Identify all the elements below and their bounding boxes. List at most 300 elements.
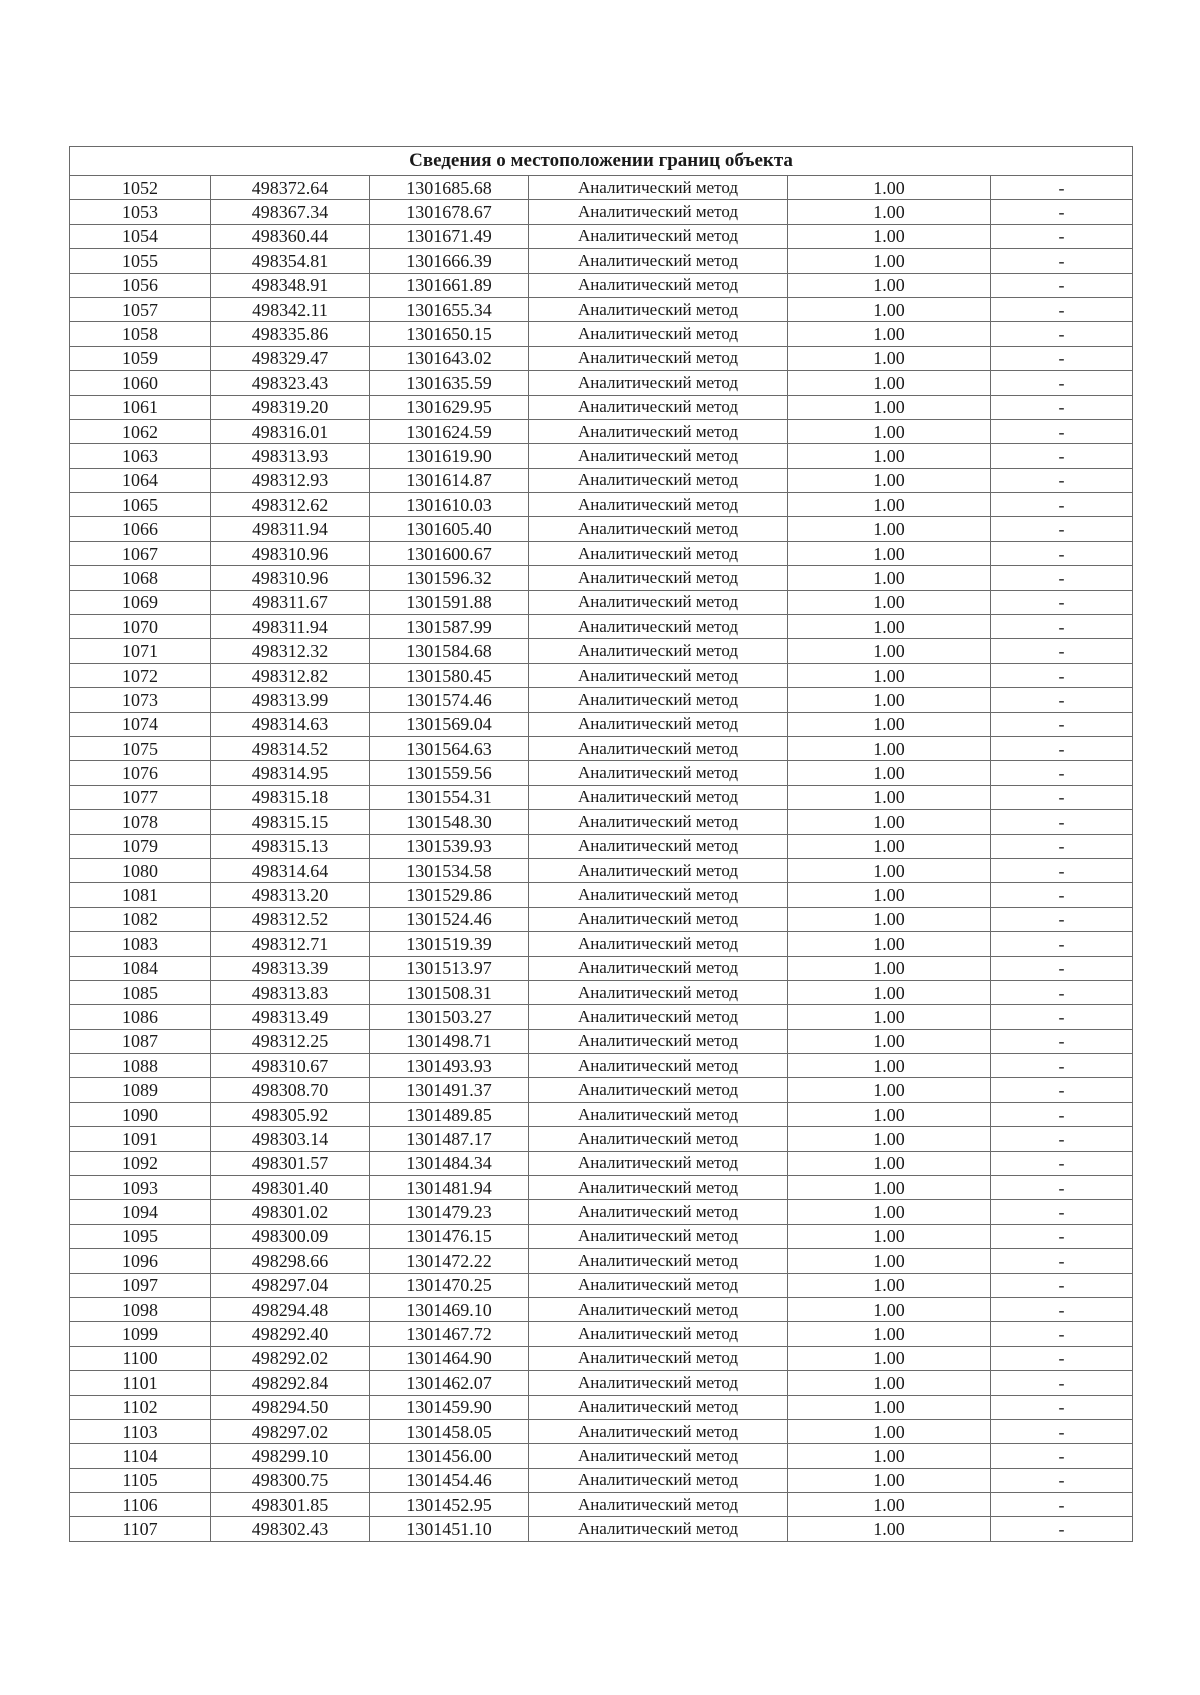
point-number-cell: 1102 (70, 1395, 211, 1419)
table-row (70, 785, 1133, 809)
table-row (70, 249, 1133, 273)
description-cell: - (991, 1054, 1133, 1078)
table-row (70, 1444, 1133, 1468)
method-cell: Аналитический метод (529, 1200, 788, 1224)
table-row (70, 1054, 1133, 1078)
point-number-cell: 1082 (70, 907, 211, 931)
x-coordinate-cell: 498329.47 (211, 346, 370, 370)
method-cell: Аналитический метод (529, 712, 788, 736)
method-cell: Аналитический метод (529, 493, 788, 517)
accuracy-cell: 1.00 (788, 615, 991, 639)
method-cell: Аналитический метод (529, 932, 788, 956)
accuracy-cell: 1.00 (788, 688, 991, 712)
point-number-cell: 1100 (70, 1346, 211, 1370)
table-row (70, 810, 1133, 834)
x-coordinate-cell: 498310.67 (211, 1054, 370, 1078)
x-coordinate-cell: 498297.04 (211, 1273, 370, 1297)
table-row (70, 615, 1133, 639)
accuracy-cell: 1.00 (788, 1078, 991, 1102)
x-coordinate-cell: 498313.20 (211, 883, 370, 907)
accuracy-cell: 1.00 (788, 1493, 991, 1517)
point-number-cell: 1084 (70, 956, 211, 980)
x-coordinate-cell: 498360.44 (211, 224, 370, 248)
point-number-cell: 1052 (70, 176, 211, 200)
accuracy-cell: 1.00 (788, 566, 991, 590)
y-coordinate-cell: 1301614.87 (370, 468, 529, 492)
x-coordinate-cell: 498311.94 (211, 517, 370, 541)
method-cell: Аналитический метод (529, 834, 788, 858)
y-coordinate-cell: 1301458.05 (370, 1419, 529, 1443)
method-cell: Аналитический метод (529, 1029, 788, 1053)
description-cell: - (991, 322, 1133, 346)
description-cell: - (991, 761, 1133, 785)
table-row (70, 566, 1133, 590)
accuracy-cell: 1.00 (788, 761, 991, 785)
accuracy-cell: 1.00 (788, 1273, 991, 1297)
table-row (70, 834, 1133, 858)
point-number-cell: 1058 (70, 322, 211, 346)
description-cell: - (991, 346, 1133, 370)
description-cell: - (991, 1468, 1133, 1492)
description-cell: - (991, 1102, 1133, 1126)
table-title-row (70, 147, 1133, 176)
accuracy-cell: 1.00 (788, 858, 991, 882)
x-coordinate-cell: 498298.66 (211, 1249, 370, 1273)
description-cell: - (991, 200, 1133, 224)
description-cell: - (991, 615, 1133, 639)
point-number-cell: 1096 (70, 1249, 211, 1273)
y-coordinate-cell: 1301464.90 (370, 1346, 529, 1370)
accuracy-cell: 1.00 (788, 1176, 991, 1200)
table-row (70, 517, 1133, 541)
method-cell: Аналитический метод (529, 736, 788, 760)
y-coordinate-cell: 1301629.95 (370, 395, 529, 419)
accuracy-cell: 1.00 (788, 493, 991, 517)
description-cell: - (991, 1297, 1133, 1321)
method-cell: Аналитический метод (529, 1517, 788, 1541)
y-coordinate-cell: 1301524.46 (370, 907, 529, 931)
table-row (70, 176, 1133, 200)
x-coordinate-cell: 498301.02 (211, 1200, 370, 1224)
method-cell: Аналитический метод (529, 688, 788, 712)
point-number-cell: 1072 (70, 663, 211, 687)
y-coordinate-cell: 1301591.88 (370, 590, 529, 614)
x-coordinate-cell: 498372.64 (211, 176, 370, 200)
table-row (70, 639, 1133, 663)
method-cell: Аналитический метод (529, 224, 788, 248)
accuracy-cell: 1.00 (788, 712, 991, 736)
method-cell: Аналитический метод (529, 956, 788, 980)
table-row (70, 297, 1133, 321)
x-coordinate-cell: 498305.92 (211, 1102, 370, 1126)
x-coordinate-cell: 498312.82 (211, 663, 370, 687)
x-coordinate-cell: 498314.52 (211, 736, 370, 760)
point-number-cell: 1069 (70, 590, 211, 614)
accuracy-cell: 1.00 (788, 1395, 991, 1419)
table-row (70, 1468, 1133, 1492)
point-number-cell: 1065 (70, 493, 211, 517)
description-cell: - (991, 1517, 1133, 1541)
description-cell: - (991, 493, 1133, 517)
point-number-cell: 1055 (70, 249, 211, 273)
method-cell: Аналитический метод (529, 590, 788, 614)
point-number-cell: 1101 (70, 1371, 211, 1395)
table-row (70, 1249, 1133, 1273)
y-coordinate-cell: 1301564.63 (370, 736, 529, 760)
x-coordinate-cell: 498312.71 (211, 932, 370, 956)
accuracy-cell: 1.00 (788, 249, 991, 273)
accuracy-cell: 1.00 (788, 541, 991, 565)
y-coordinate-cell: 1301650.15 (370, 322, 529, 346)
table-row (70, 1005, 1133, 1029)
x-coordinate-cell: 498313.83 (211, 980, 370, 1004)
description-cell: - (991, 639, 1133, 663)
table-row (70, 858, 1133, 882)
table-row (70, 444, 1133, 468)
description-cell: - (991, 980, 1133, 1004)
accuracy-cell: 1.00 (788, 639, 991, 663)
y-coordinate-cell: 1301655.34 (370, 297, 529, 321)
method-cell: Аналитический метод (529, 639, 788, 663)
y-coordinate-cell: 1301513.97 (370, 956, 529, 980)
point-number-cell: 1060 (70, 371, 211, 395)
accuracy-cell: 1.00 (788, 371, 991, 395)
description-cell: - (991, 1444, 1133, 1468)
table-row (70, 1151, 1133, 1175)
point-number-cell: 1063 (70, 444, 211, 468)
description-cell: - (991, 1078, 1133, 1102)
accuracy-cell: 1.00 (788, 1224, 991, 1248)
accuracy-cell: 1.00 (788, 395, 991, 419)
method-cell: Аналитический метод (529, 273, 788, 297)
accuracy-cell: 1.00 (788, 468, 991, 492)
table-row (70, 1395, 1133, 1419)
x-coordinate-cell: 498323.43 (211, 371, 370, 395)
point-number-cell: 1105 (70, 1468, 211, 1492)
accuracy-cell: 1.00 (788, 810, 991, 834)
x-coordinate-cell: 498314.95 (211, 761, 370, 785)
method-cell: Аналитический метод (529, 663, 788, 687)
method-cell: Аналитический метод (529, 785, 788, 809)
x-coordinate-cell: 498313.99 (211, 688, 370, 712)
x-coordinate-cell: 498367.34 (211, 200, 370, 224)
method-cell: Аналитический метод (529, 1249, 788, 1273)
description-cell: - (991, 1322, 1133, 1346)
point-number-cell: 1054 (70, 224, 211, 248)
description-cell: - (991, 273, 1133, 297)
y-coordinate-cell: 1301596.32 (370, 566, 529, 590)
y-coordinate-cell: 1301539.93 (370, 834, 529, 858)
table-row (70, 346, 1133, 370)
method-cell: Аналитический метод (529, 761, 788, 785)
description-cell: - (991, 1249, 1133, 1273)
point-number-cell: 1087 (70, 1029, 211, 1053)
x-coordinate-cell: 498300.09 (211, 1224, 370, 1248)
description-cell: - (991, 1151, 1133, 1175)
accuracy-cell: 1.00 (788, 883, 991, 907)
accuracy-cell: 1.00 (788, 517, 991, 541)
method-cell: Аналитический метод (529, 858, 788, 882)
method-cell: Аналитический метод (529, 1054, 788, 1078)
method-cell: Аналитический метод (529, 297, 788, 321)
y-coordinate-cell: 1301619.90 (370, 444, 529, 468)
table-row (70, 980, 1133, 1004)
y-coordinate-cell: 1301666.39 (370, 249, 529, 273)
method-cell: Аналитический метод (529, 249, 788, 273)
table-row (70, 1273, 1133, 1297)
table-row (70, 541, 1133, 565)
point-number-cell: 1091 (70, 1127, 211, 1151)
method-cell: Аналитический метод (529, 1371, 788, 1395)
description-cell: - (991, 590, 1133, 614)
description-cell: - (991, 712, 1133, 736)
x-coordinate-cell: 498315.18 (211, 785, 370, 809)
description-cell: - (991, 468, 1133, 492)
description-cell: - (991, 858, 1133, 882)
x-coordinate-cell: 498312.52 (211, 907, 370, 931)
accuracy-cell: 1.00 (788, 1200, 991, 1224)
description-cell: - (991, 1419, 1133, 1443)
table-row (70, 1517, 1133, 1541)
description-cell: - (991, 1346, 1133, 1370)
description-cell: - (991, 932, 1133, 956)
accuracy-cell: 1.00 (788, 1102, 991, 1126)
accuracy-cell: 1.00 (788, 736, 991, 760)
accuracy-cell: 1.00 (788, 1371, 991, 1395)
point-number-cell: 1083 (70, 932, 211, 956)
x-coordinate-cell: 498301.85 (211, 1493, 370, 1517)
point-number-cell: 1086 (70, 1005, 211, 1029)
point-number-cell: 1079 (70, 834, 211, 858)
description-cell: - (991, 1029, 1133, 1053)
y-coordinate-cell: 1301454.46 (370, 1468, 529, 1492)
point-number-cell: 1080 (70, 858, 211, 882)
point-number-cell: 1053 (70, 200, 211, 224)
accuracy-cell: 1.00 (788, 1517, 991, 1541)
method-cell: Аналитический метод (529, 395, 788, 419)
table-row (70, 1078, 1133, 1102)
y-coordinate-cell: 1301529.86 (370, 883, 529, 907)
x-coordinate-cell: 498301.40 (211, 1176, 370, 1200)
y-coordinate-cell: 1301503.27 (370, 1005, 529, 1029)
x-coordinate-cell: 498335.86 (211, 322, 370, 346)
accuracy-cell: 1.00 (788, 907, 991, 931)
x-coordinate-cell: 498292.40 (211, 1322, 370, 1346)
x-coordinate-cell: 498299.10 (211, 1444, 370, 1468)
accuracy-cell: 1.00 (788, 785, 991, 809)
method-cell: Аналитический метод (529, 468, 788, 492)
table-row (70, 1200, 1133, 1224)
accuracy-cell: 1.00 (788, 346, 991, 370)
x-coordinate-cell: 498315.13 (211, 834, 370, 858)
point-number-cell: 1107 (70, 1517, 211, 1541)
x-coordinate-cell: 498292.02 (211, 1346, 370, 1370)
accuracy-cell: 1.00 (788, 1151, 991, 1175)
point-number-cell: 1067 (70, 541, 211, 565)
point-number-cell: 1078 (70, 810, 211, 834)
method-cell: Аналитический метод (529, 1346, 788, 1370)
accuracy-cell: 1.00 (788, 1127, 991, 1151)
y-coordinate-cell: 1301476.15 (370, 1224, 529, 1248)
description-cell: - (991, 956, 1133, 980)
y-coordinate-cell: 1301491.37 (370, 1078, 529, 1102)
point-number-cell: 1089 (70, 1078, 211, 1102)
x-coordinate-cell: 498302.43 (211, 1517, 370, 1541)
table-row (70, 907, 1133, 931)
accuracy-cell: 1.00 (788, 834, 991, 858)
table-row (70, 1346, 1133, 1370)
y-coordinate-cell: 1301685.68 (370, 176, 529, 200)
y-coordinate-cell: 1301584.68 (370, 639, 529, 663)
x-coordinate-cell: 498310.96 (211, 566, 370, 590)
y-coordinate-cell: 1301661.89 (370, 273, 529, 297)
description-cell: - (991, 1200, 1133, 1224)
y-coordinate-cell: 1301489.85 (370, 1102, 529, 1126)
y-coordinate-cell: 1301456.00 (370, 1444, 529, 1468)
y-coordinate-cell: 1301559.56 (370, 761, 529, 785)
point-number-cell: 1059 (70, 346, 211, 370)
method-cell: Аналитический метод (529, 1127, 788, 1151)
method-cell: Аналитический метод (529, 810, 788, 834)
y-coordinate-cell: 1301469.10 (370, 1297, 529, 1321)
description-cell: - (991, 541, 1133, 565)
y-coordinate-cell: 1301487.17 (370, 1127, 529, 1151)
y-coordinate-cell: 1301610.03 (370, 493, 529, 517)
method-cell: Аналитический метод (529, 444, 788, 468)
point-number-cell: 1074 (70, 712, 211, 736)
x-coordinate-cell: 498301.57 (211, 1151, 370, 1175)
method-cell: Аналитический метод (529, 419, 788, 443)
x-coordinate-cell: 498313.93 (211, 444, 370, 468)
description-cell: - (991, 444, 1133, 468)
description-cell: - (991, 1176, 1133, 1200)
method-cell: Аналитический метод (529, 1102, 788, 1126)
point-number-cell: 1085 (70, 980, 211, 1004)
point-number-cell: 1090 (70, 1102, 211, 1126)
table-row (70, 468, 1133, 492)
point-number-cell: 1103 (70, 1419, 211, 1443)
description-cell: - (991, 297, 1133, 321)
accuracy-cell: 1.00 (788, 663, 991, 687)
x-coordinate-cell: 498342.11 (211, 297, 370, 321)
accuracy-cell: 1.00 (788, 1029, 991, 1053)
point-number-cell: 1099 (70, 1322, 211, 1346)
method-cell: Аналитический метод (529, 1224, 788, 1248)
method-cell: Аналитический метод (529, 1395, 788, 1419)
point-number-cell: 1076 (70, 761, 211, 785)
accuracy-cell: 1.00 (788, 1249, 991, 1273)
accuracy-cell: 1.00 (788, 297, 991, 321)
x-coordinate-cell: 498313.49 (211, 1005, 370, 1029)
accuracy-cell: 1.00 (788, 419, 991, 443)
y-coordinate-cell: 1301479.23 (370, 1200, 529, 1224)
y-coordinate-cell: 1301498.71 (370, 1029, 529, 1053)
description-cell: - (991, 1127, 1133, 1151)
point-number-cell: 1056 (70, 273, 211, 297)
y-coordinate-cell: 1301548.30 (370, 810, 529, 834)
method-cell: Аналитический метод (529, 1273, 788, 1297)
point-number-cell: 1104 (70, 1444, 211, 1468)
table-row (70, 1297, 1133, 1321)
x-coordinate-cell: 498300.75 (211, 1468, 370, 1492)
point-number-cell: 1061 (70, 395, 211, 419)
y-coordinate-cell: 1301587.99 (370, 615, 529, 639)
table-row (70, 493, 1133, 517)
description-cell: - (991, 176, 1133, 200)
method-cell: Аналитический метод (529, 371, 788, 395)
method-cell: Аналитический метод (529, 176, 788, 200)
description-cell: - (991, 834, 1133, 858)
point-number-cell: 1081 (70, 883, 211, 907)
y-coordinate-cell: 1301580.45 (370, 663, 529, 687)
table-row (70, 688, 1133, 712)
y-coordinate-cell: 1301470.25 (370, 1273, 529, 1297)
x-coordinate-cell: 498311.67 (211, 590, 370, 614)
point-number-cell: 1077 (70, 785, 211, 809)
table-body (70, 176, 1133, 1542)
point-number-cell: 1094 (70, 1200, 211, 1224)
method-cell: Аналитический метод (529, 1493, 788, 1517)
y-coordinate-cell: 1301624.59 (370, 419, 529, 443)
x-coordinate-cell: 498315.15 (211, 810, 370, 834)
table-row (70, 371, 1133, 395)
method-cell: Аналитический метод (529, 566, 788, 590)
method-cell: Аналитический метод (529, 1419, 788, 1443)
point-number-cell: 1057 (70, 297, 211, 321)
method-cell: Аналитический метод (529, 517, 788, 541)
method-cell: Аналитический метод (529, 541, 788, 565)
y-coordinate-cell: 1301472.22 (370, 1249, 529, 1273)
y-coordinate-cell: 1301519.39 (370, 932, 529, 956)
description-cell: - (991, 736, 1133, 760)
table-row (70, 200, 1133, 224)
table-row (70, 883, 1133, 907)
x-coordinate-cell: 498348.91 (211, 273, 370, 297)
description-cell: - (991, 1224, 1133, 1248)
point-number-cell: 1106 (70, 1493, 211, 1517)
y-coordinate-cell: 1301678.67 (370, 200, 529, 224)
y-coordinate-cell: 1301635.59 (370, 371, 529, 395)
description-cell: - (991, 1005, 1133, 1029)
accuracy-cell: 1.00 (788, 1005, 991, 1029)
table-row (70, 273, 1133, 297)
description-cell: - (991, 1493, 1133, 1517)
y-coordinate-cell: 1301462.07 (370, 1371, 529, 1395)
description-cell: - (991, 517, 1133, 541)
method-cell: Аналитический метод (529, 1005, 788, 1029)
table-row (70, 590, 1133, 614)
table-row (70, 761, 1133, 785)
method-cell: Аналитический метод (529, 883, 788, 907)
accuracy-cell: 1.00 (788, 1322, 991, 1346)
method-cell: Аналитический метод (529, 200, 788, 224)
description-cell: - (991, 224, 1133, 248)
x-coordinate-cell: 498312.93 (211, 468, 370, 492)
accuracy-cell: 1.00 (788, 1419, 991, 1443)
method-cell: Аналитический метод (529, 1322, 788, 1346)
table-row (70, 1102, 1133, 1126)
method-cell: Аналитический метод (529, 346, 788, 370)
table-row (70, 1419, 1133, 1443)
description-cell: - (991, 688, 1133, 712)
y-coordinate-cell: 1301493.93 (370, 1054, 529, 1078)
x-coordinate-cell: 498312.32 (211, 639, 370, 663)
accuracy-cell: 1.00 (788, 1346, 991, 1370)
x-coordinate-cell: 498303.14 (211, 1127, 370, 1151)
y-coordinate-cell: 1301574.46 (370, 688, 529, 712)
table-title: Сведения о местоположении границ объекта (70, 147, 1133, 176)
point-number-cell: 1068 (70, 566, 211, 590)
